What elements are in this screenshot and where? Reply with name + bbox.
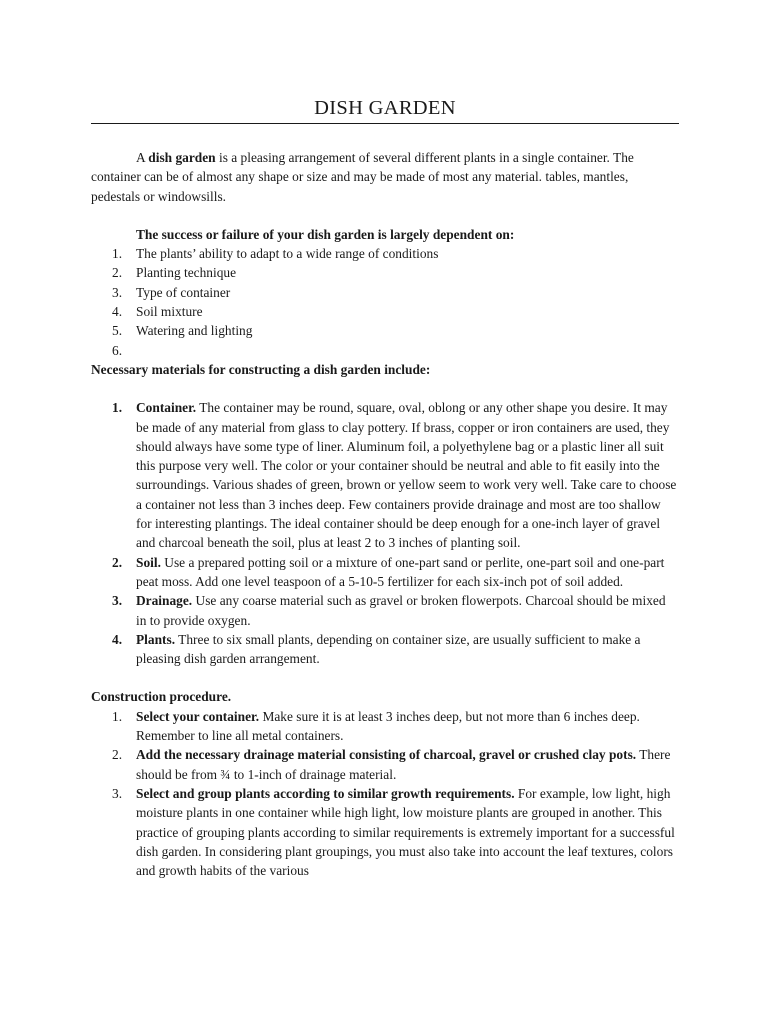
title-rule [91,123,679,124]
list-item: 6. [112,342,123,358]
list-item: 1. The plants’ ability to adapt to a wide range of conditions [112,246,439,262]
list-item: 3. Type of container [112,284,231,300]
document-page [91,92,679,880]
list-item: 4. Plants. Three to six small plants, depending on container size, are usually sufficient to make a pleasing dish garden arrangement. [112,631,641,667]
list-item: 1. Select your container. Make sure it is at least 3 inches deep, but not more than 6 inches deep. Remember to line all metal containers. [112,708,640,744]
list-item: 2. Add the necessary drainage material consisting of charcoal, gravel or crushed clay pots. There should be from ¾ to 1-inch of drainage material. [112,747,671,782]
success-heading: The success or failure of your dish garden is largely dependent on: [136,226,515,242]
intro-term: dish garden [148,150,216,165]
list-item: 3. Drainage. Use any coarse material such as gravel or broken flowerpots. Charcoal should be mixed in to provide oxygen. [112,593,666,628]
procedure-heading: Construction procedure. [91,689,232,705]
success-list [91,244,679,360]
spacer [91,668,679,687]
materials-list [91,398,679,668]
intro-rest: is a pleasing arrangement of several different plants in a single container. The container can be of almost any shape or size and may be made of most any material. tables, mantles, pedestals or windowsills. [91,150,634,204]
list-item: 2. Planting technique [112,265,237,281]
list-item: 1. Container. The container may be round, square, oval, oblong or any other shape you desire. It may be made of any material from glass to clay pottery. If brass, copper or iron containers are used, they should always have some type of liner. Aluminum foil, a polyethylene bag or a plastic liner all suit this purpose very well. The color or your container should be neutral and able to fit easily into the surroundings. Various shades of green, brown or yellow seem to work very well. Take care to choose a container not less than 3 inches deep. Few containers provide drainage and most are too shallow for interesting plantings. The ideal container should be deep enough for a one-inch layer of gravel and charcoal beneath the soil, plus at least 2 to 3 inches of planting soil. [112,400,677,551]
list-item: 3. Select and group plants according to similar growth requirements. For example, low light, high moisture plants in one container while high light, low moisture plants are grouped in another. This practice of grouping plants according to similar requirements is extremely important for a successful dish garden. In considering plant groupings, you must also take into account the leaf textures, colors and growth habits of the various [112,785,675,879]
intro-paragraph [91,148,679,206]
page-title: DISH GARDEN [314,97,456,119]
list-item: 5. Watering and lighting [112,323,253,339]
procedure-list [91,707,679,881]
list-item: 2. Soil. Use a prepared potting soil or a mixture of one-part sand or perlite, one-part soil and one-part peat moss. Add one level teaspoon of a 5-10-5 fertilizer for each six-inch pot of soil added. [112,554,665,589]
intro-lead: A [136,150,149,165]
list-item: 4. Soil mixture [112,304,203,320]
materials-heading: Necessary materials for constructing a dish garden include: [91,361,431,377]
